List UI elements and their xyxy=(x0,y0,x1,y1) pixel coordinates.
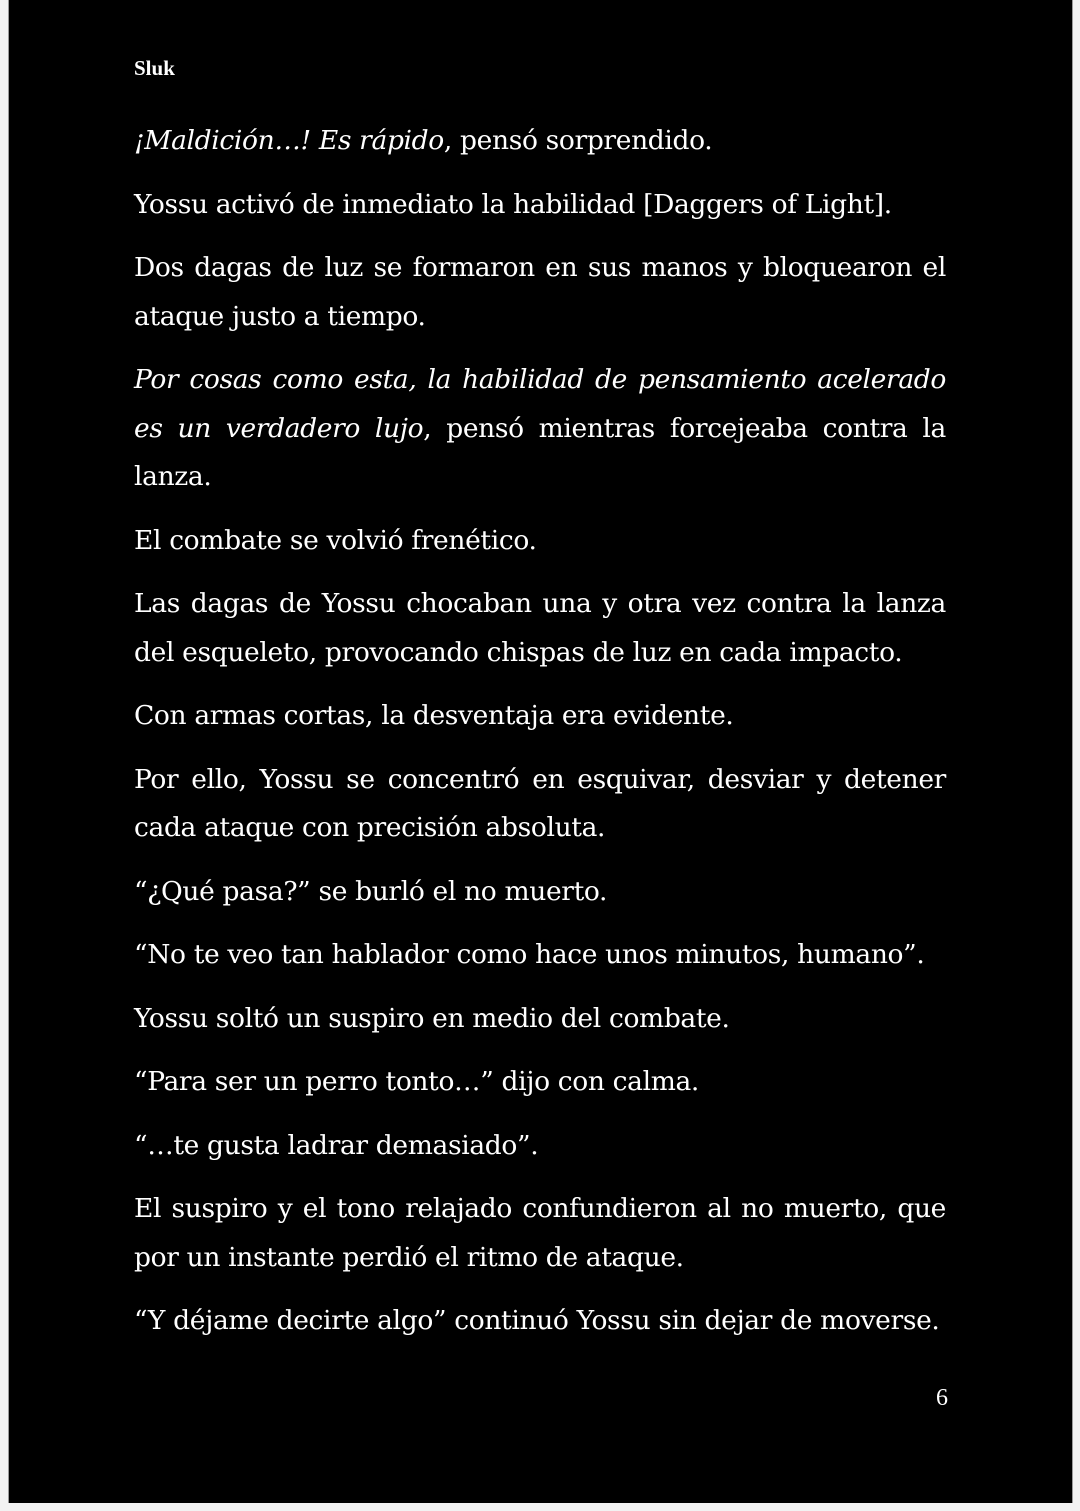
paragraph-text: , pensó mientras forcejeaba contra la lanza. xyxy=(134,412,946,492)
paragraph-text: Por ello, Yossu se concentró en esquivar, desviar y detener cada ataque con precisión absoluta. xyxy=(134,763,946,843)
paragraph-text: , pensó sorprendido. xyxy=(443,125,713,156)
paragraph xyxy=(134,995,946,1044)
page-body xyxy=(134,117,946,1361)
paragraph-text: Dos dagas de luz se formaron en sus manos y bloquearon el ataque justo a tiempo. xyxy=(134,252,946,332)
paragraph-text: Yossu soltó un suspiro en medio del combate. xyxy=(134,1002,730,1034)
paragraph xyxy=(134,931,946,980)
paragraph-italic: ¡Maldición…! Es rápido xyxy=(134,125,444,156)
paragraph xyxy=(134,517,946,566)
paragraph xyxy=(134,356,946,502)
paragraph xyxy=(134,580,946,677)
document-page xyxy=(8,0,1073,1503)
paragraph xyxy=(134,1185,946,1282)
paragraph-text: “Para ser un perro tonto…” dijo con calma. xyxy=(134,1066,700,1097)
page-number: 6 xyxy=(936,1385,948,1411)
paragraph xyxy=(134,868,946,917)
paragraph-text: “No te veo tan hablador como hace unos minutos, humano”. xyxy=(134,939,925,970)
paragraph xyxy=(134,756,946,853)
paragraph-text: Las dagas de Yossu chocaban una y otra vez contra la lanza del esqueleto, provocando chispas de luz en cada impacto. xyxy=(134,588,946,668)
paragraph xyxy=(134,1058,946,1107)
paragraph xyxy=(134,1297,946,1346)
paragraph-text: “Y déjame decirte algo” continuó Yossu sin dejar de moverse. xyxy=(134,1305,940,1336)
running-header: Sluk xyxy=(134,56,175,80)
paragraph-text: El suspiro y el tono relajado confundieron al no muerto, que por un instante perdió el ritmo de ataque. xyxy=(134,1193,946,1273)
paragraph-text: “¿Qué pasa?” se burló el no muerto. xyxy=(134,875,608,907)
paragraph-text: Yossu activó de inmediato la habilidad [Daggers of Light]. xyxy=(134,188,892,220)
paragraph xyxy=(134,117,946,166)
paragraph-text: El combate se volvió frenético. xyxy=(134,524,537,556)
paragraph xyxy=(134,692,946,741)
paragraph-text: Con armas cortas, la desventaja era evidente. xyxy=(134,700,734,731)
paragraph-italic: Por cosas como esta, la habilidad de pensamiento acelerado es un verdadero lujo xyxy=(134,364,946,444)
paragraph xyxy=(134,244,946,341)
paragraph xyxy=(134,1122,946,1171)
paragraph xyxy=(134,181,946,230)
paragraph-text: “…te gusta ladrar demasiado”. xyxy=(134,1129,539,1161)
